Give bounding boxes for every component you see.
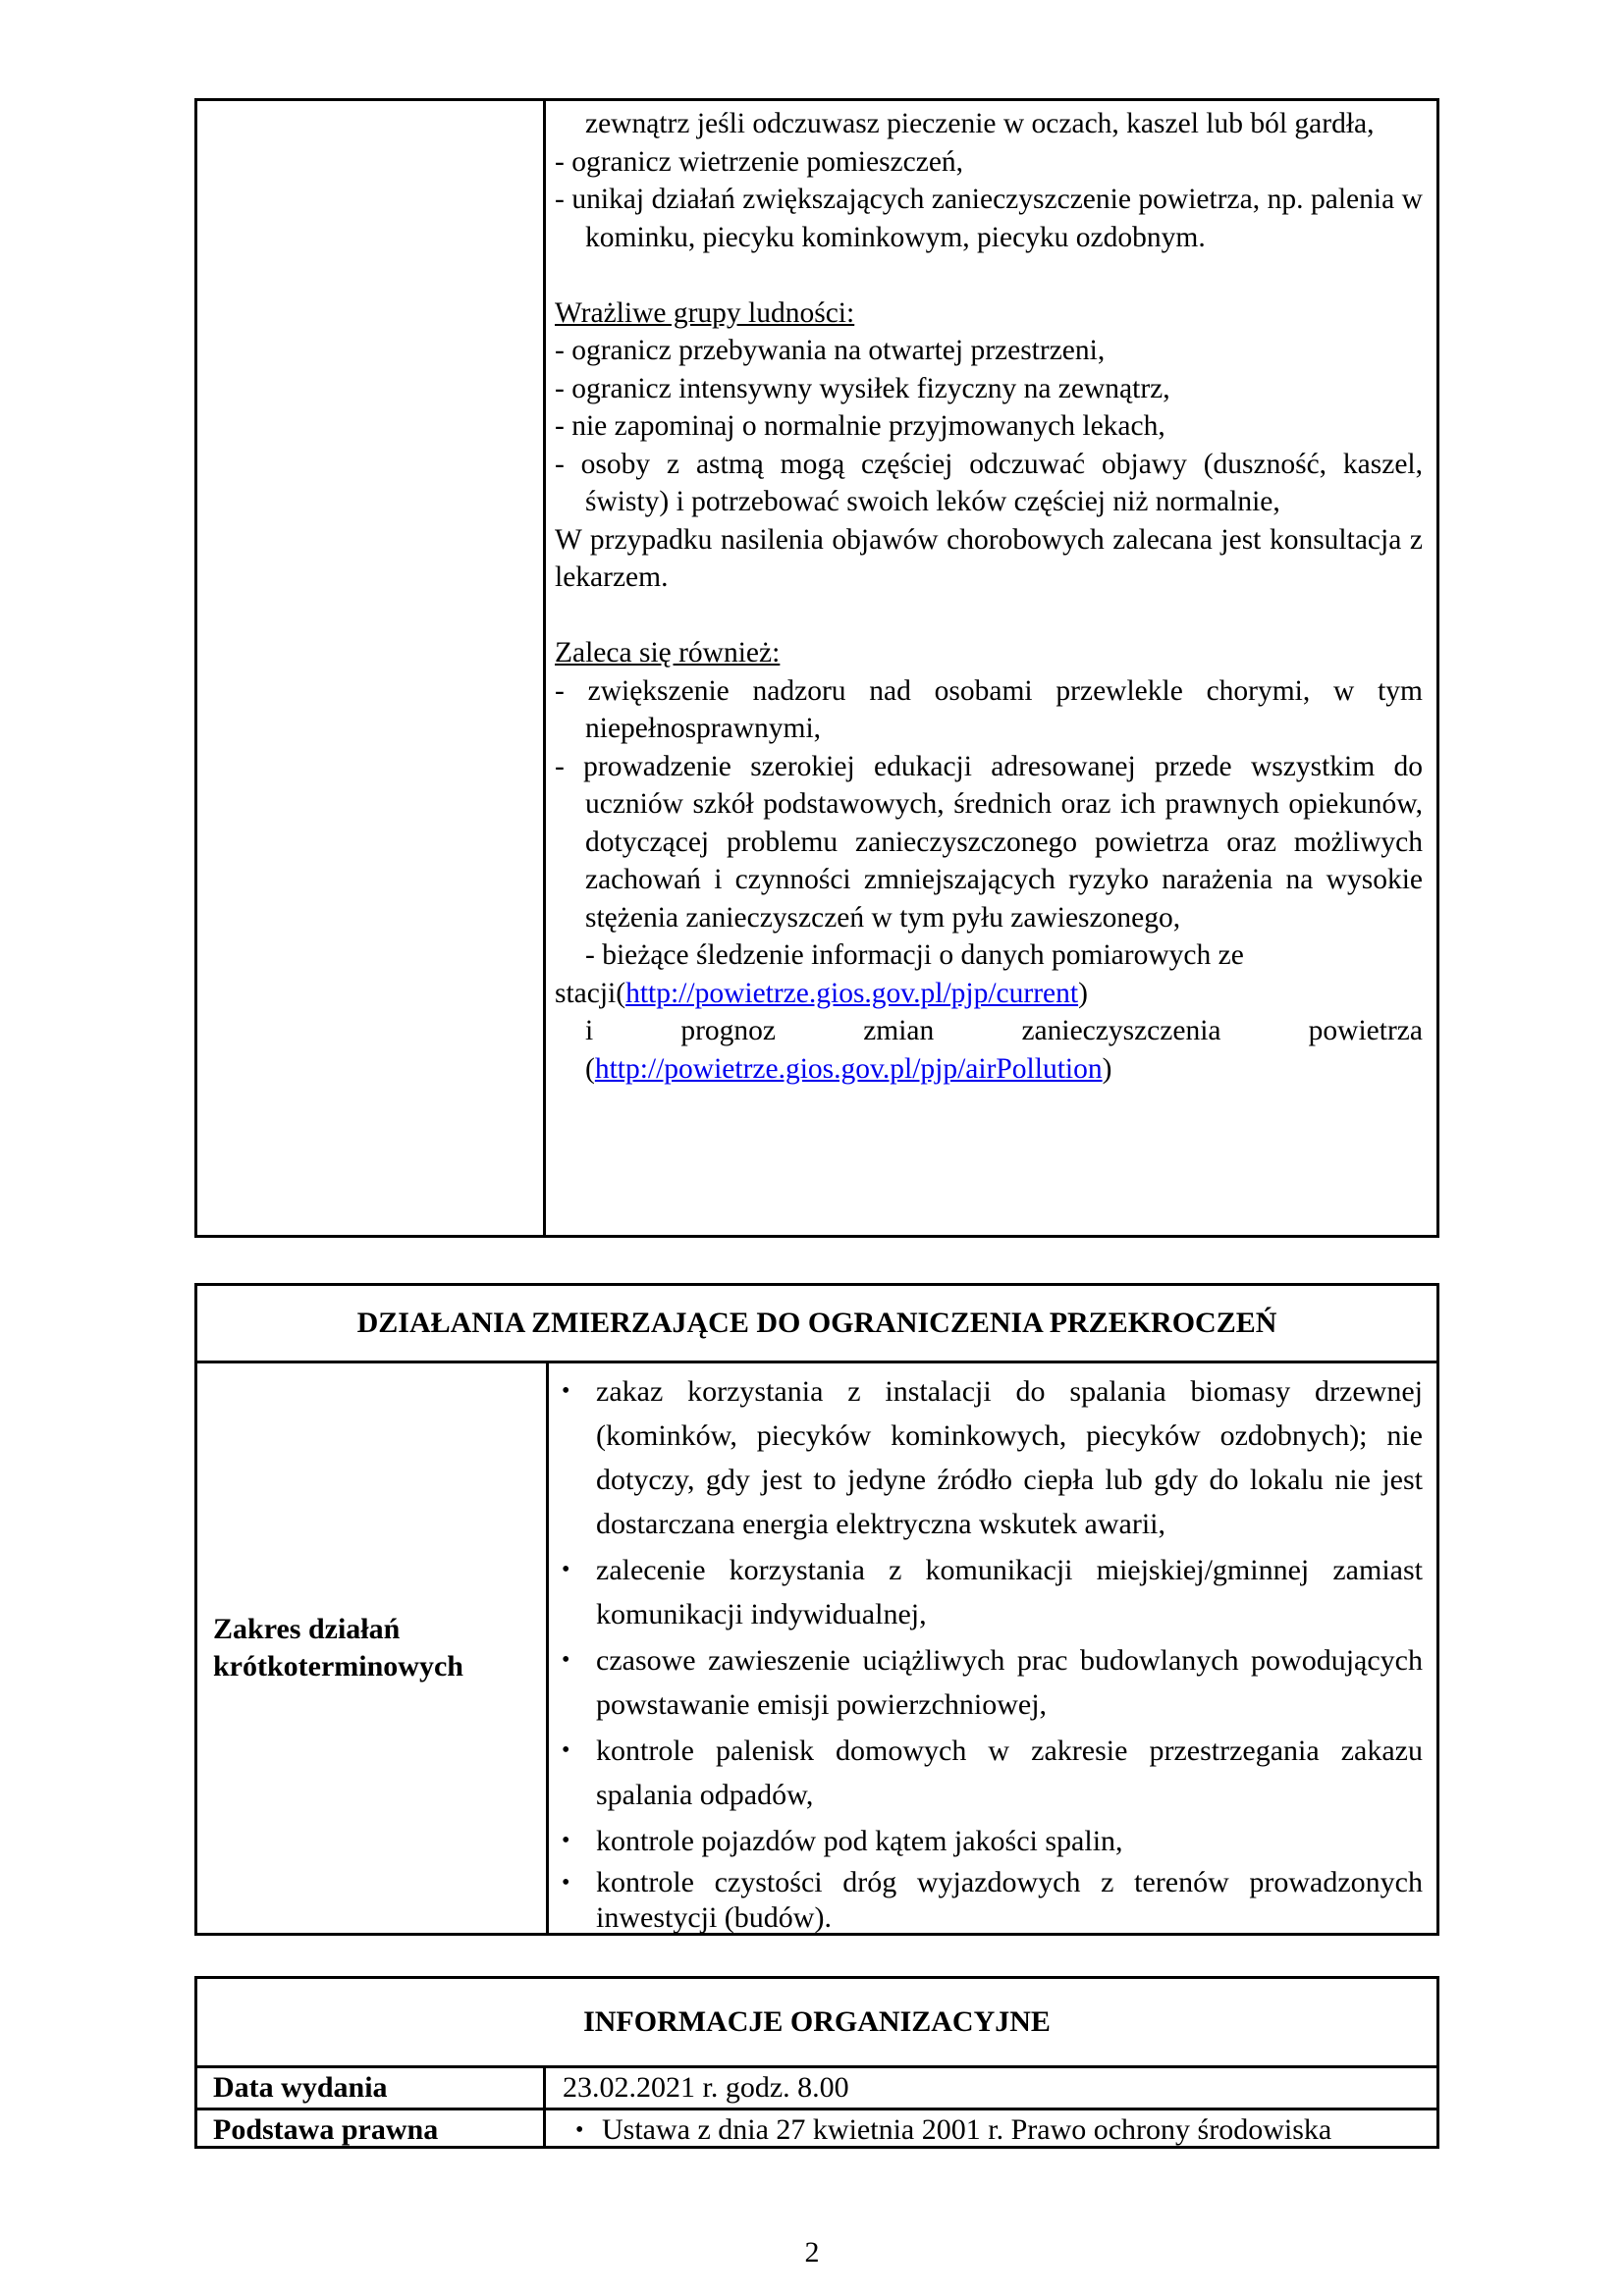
- actions-table-title: DZIAŁANIA ZMIERZAJĄCE DO OGRANICZENIA PRZEKROCZEŃ: [197, 1286, 1436, 1363]
- list-item: • kontrole pojazdów pod kątem jakości spalin,: [549, 1819, 1423, 1863]
- also-item: - zwiększenie nadzoru nad osobami przewlekle chorymi, w tym niepełnosprawnymi,: [555, 674, 1423, 744]
- sensitive-item: - nie zapominaj o normalnie przyjmowanych lekach,: [555, 410, 1165, 442]
- advice-content-cell: [555, 101, 1423, 1088]
- list-item: • kontrole czystości dróg wyjazdowych z terenów prowadzonych inwestycji (budów).: [562, 1866, 1423, 1934]
- sensitive-groups-heading: Wrażliwe grupy ludności:: [555, 296, 855, 329]
- legal-basis-label: Podstawa prawna: [197, 2110, 546, 2149]
- organizational-info-title: INFORMACJE ORGANIZACYJNE: [197, 1979, 1436, 2068]
- table-row: [197, 2108, 1436, 2149]
- tracking-item: - bieżące śledzenie informacji o danych pomiarowych ze: [585, 939, 1244, 971]
- bullet-icon: •: [562, 1647, 570, 1673]
- short-term-actions-label-cell: [197, 1363, 549, 1933]
- consultation-note: W przypadku nasilenia objawów chorobowych zalecana jest konsultacja z lekarzem.: [555, 523, 1423, 593]
- tracking-station-line: stacji(http://powietrze.gios.gov.pl/pjp/current): [555, 977, 1088, 1009]
- list-item: • zakaz korzystania z instalacji do spalania biomasy drzewnej (kominków, piecyków kominkowych, piecyków ozdobnych); nie dotyczy, gdy jest to jedyne źródło ciepła lub gdy do lokalu nie jest dostarczana energia elektryczna wskutek awarii,: [549, 1369, 1423, 1546]
- actions-table: [194, 1283, 1439, 1936]
- continued-item: zewnątrz jeśli odczuwasz pieczenie w oczach, kaszel lub ból gardła,: [585, 108, 1375, 139]
- sensitive-item: - osoby z astmą mogą częściej odczuwać objawy (duszność, kaszel, świsty) i potrzebować swoich leków częściej niż normalnie,: [555, 448, 1423, 517]
- sensitive-item: - ogranicz intensywny wysiłek fizyczny na zewnątrz,: [555, 372, 1170, 404]
- current-data-link[interactable]: http://powietrze.gios.gov.pl/pjp/current: [625, 977, 1079, 1009]
- legal-basis-value: • Ustawa z dnia 27 kwietnia 2001 r. Prawo ochrony środowiska: [563, 2110, 1423, 2150]
- bullet-icon: •: [562, 1378, 570, 1404]
- short-term-actions-list-cell: [549, 1363, 1423, 1938]
- forecast-line: i prognoz zmian zanieczyszczenia powietrza: [585, 1015, 1423, 1046]
- short-term-actions-label: Zakres działań krótkoterminowych: [213, 1613, 463, 1682]
- continued-item: - ogranicz wietrzenie pomieszczeń,: [555, 145, 964, 178]
- bullet-icon: •: [562, 1870, 570, 1896]
- issue-date-value: 23.02.2021 r. godz. 8.00: [563, 2071, 849, 2104]
- advice-label-cell: [197, 101, 546, 1235]
- forecast-link-line: (http://powietrze.gios.gov.pl/pjp/airPollution): [585, 1052, 1112, 1085]
- table-row: [197, 2068, 1436, 2108]
- bullet-icon: •: [562, 1828, 570, 1853]
- bullet-icon: •: [575, 2117, 584, 2143]
- page-number: 2: [804, 2236, 820, 2269]
- bullet-icon: •: [562, 1557, 570, 1582]
- list-item: • kontrole palenisk domowych w zakresie przestrzegania zakazu spalania odpadów,: [549, 1729, 1423, 1817]
- advice-table: [194, 98, 1439, 1238]
- sensitive-item: - ogranicz przebywania na otwartej przestrzeni,: [555, 335, 1106, 366]
- list-item: • zalecenie korzystania z komunikacji miejskiej/gminnej zamiast komunikacji indywidualnej,: [549, 1548, 1423, 1636]
- organizational-info-table: [194, 1976, 1439, 2149]
- also-item: - prowadzenie szerokiej edukacji adresowanej przede wszystkim do uczniów szkół podstawowych, średnich oraz ich prawnych opiekunów, dotyczącej problemu zanieczyszczonego powietrza oraz możliwych zachowań i czynności zmniejszających ryzyko narażenia na wysokie stężenia zanieczyszczeń w tym pyłu zawieszonego,: [555, 750, 1423, 934]
- short-term-actions-list: [549, 1369, 1423, 1936]
- also-recommended-heading: Zaleca się również:: [555, 637, 781, 668]
- list-item: • czasowe zawieszenie uciążliwych prac budowlanych powodujących powstawanie emisji powierzchniowej,: [549, 1638, 1423, 1727]
- issue-date-label: Data wydania: [197, 2068, 546, 2108]
- bullet-icon: •: [562, 1737, 570, 1763]
- air-pollution-forecast-link[interactable]: http://powietrze.gios.gov.pl/pjp/airPollution: [594, 1052, 1103, 1085]
- continued-item: - unikaj działań zwiększających zanieczyszczenie powietrza, np. palenia w kominku, piecyku kominkowym, piecyku ozdobnym.: [555, 184, 1423, 253]
